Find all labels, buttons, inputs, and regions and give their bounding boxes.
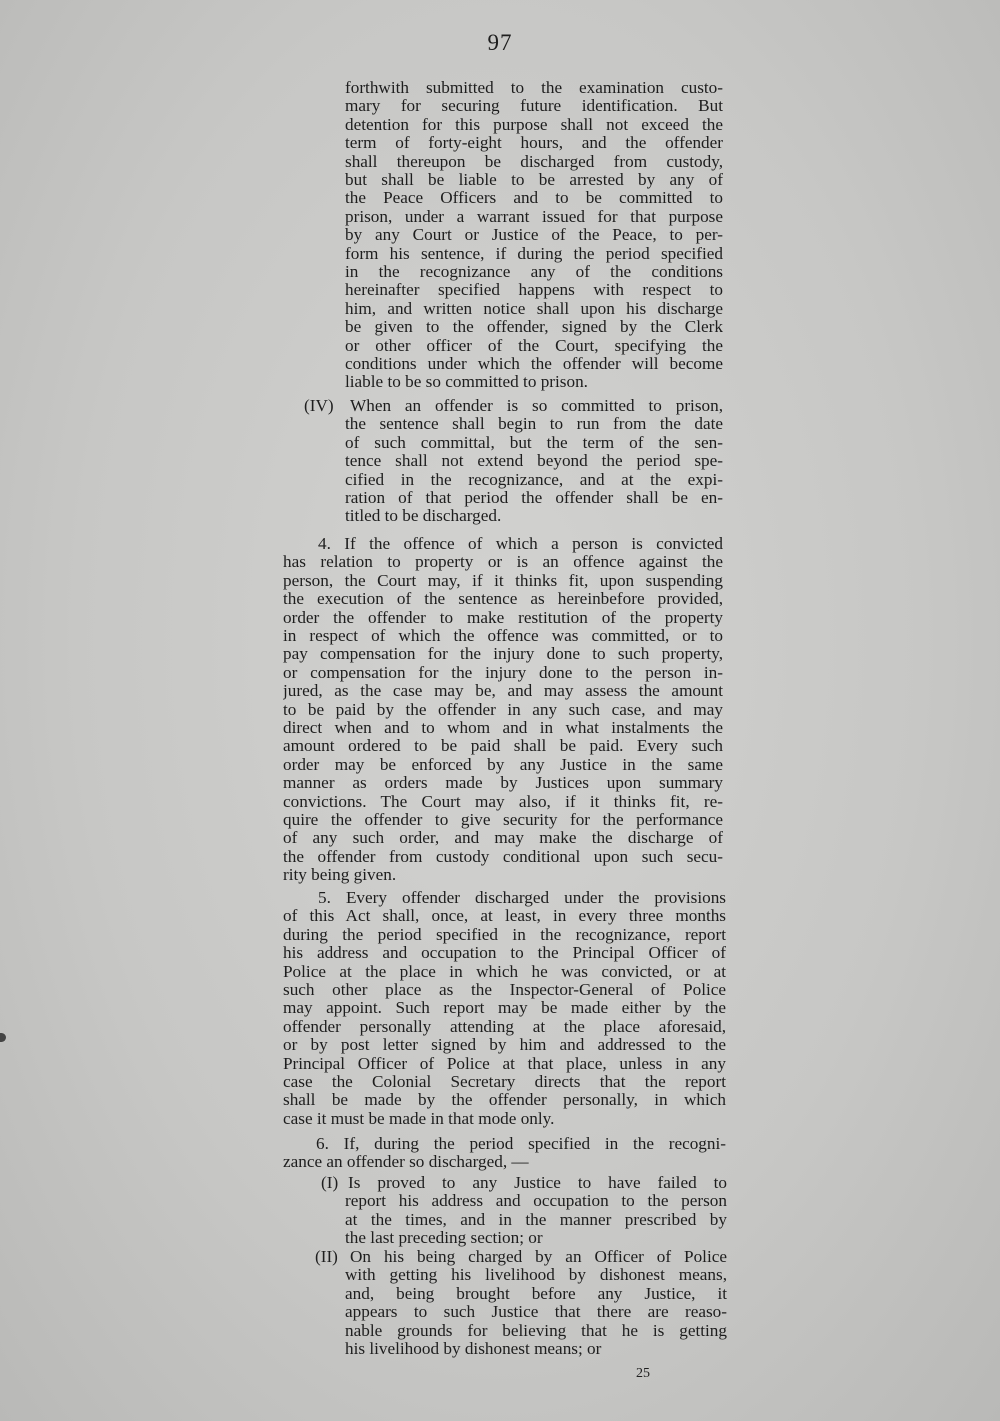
text-line: pay compensation for the injury done to such property, <box>283 644 723 664</box>
text-line: tence shall not extend beyond the period spe- <box>345 451 723 471</box>
text-line: during the period specified in the recognizance, report <box>283 924 726 944</box>
text-line: 4. If the offence of which a person is convicted <box>318 534 723 553</box>
text-line: or other officer of the Court, specifying the <box>345 335 723 355</box>
text-line: be given to the offender, signed by the Clerk <box>345 317 723 337</box>
text-line: or by post letter signed by him and addressed to the <box>283 1035 726 1055</box>
text-line: the last preceding section; or <box>345 1228 543 1248</box>
text-line: order the offender to make restitution of the property <box>283 607 723 627</box>
text-line: his address and occupation to the Principal Officer of <box>283 943 726 963</box>
text-line: term of forty-eight hours, and the offender <box>345 133 723 153</box>
text-line: titled to be discharged. <box>345 506 502 526</box>
text-line: quire the offender to give security for the performance <box>283 810 723 829</box>
text-line: Police at the place in which he was convicted, or at <box>283 961 726 981</box>
text-line: the execution of the sentence as hereinbefore provided, <box>283 589 723 609</box>
text-line: nable grounds for believing that he is getting <box>345 1320 727 1340</box>
text-line: his livelihood by dishonest means; or <box>345 1339 602 1358</box>
subsection-marker-6-ii: (II) <box>315 1247 338 1266</box>
text-line: him, and written notice shall upon his discharge <box>345 298 723 318</box>
text-line: in the recognizance any of the conditions <box>345 262 723 281</box>
text-line: report his address and occupation to the person <box>345 1191 727 1211</box>
text-line: has relation to property or is an offence against the <box>283 552 723 572</box>
text-line: of such committal, but the term of the sen- <box>345 432 723 452</box>
text-line: of any such order, and may make the discharge of <box>283 828 723 848</box>
text-line: On his being charged by an Officer of Police <box>350 1247 727 1266</box>
page-number: 97 <box>487 30 513 55</box>
text-line: of this Act shall, once, at least, in every three months <box>283 906 726 926</box>
text-line: by any Court or Justice of the Peace, to per- <box>345 225 723 245</box>
text-line: appears to such Justice that there are reaso- <box>345 1302 727 1322</box>
text-line: form his sentence, if during the period specified <box>345 243 723 263</box>
text-line: Principal Officer of Police at that place, unless in any <box>283 1053 726 1073</box>
text-line: order may be enforced by any Justice in the same <box>283 754 723 774</box>
text-line: shall thereupon be discharged from custody, <box>345 151 723 171</box>
text-line: convictions. The Court may also, if it thinks fit, re- <box>283 791 723 811</box>
text-line: or compensation for the injury done to the person in- <box>283 662 723 682</box>
text-line: 6. If, during the period specified in the recogni- <box>316 1134 726 1153</box>
text-line: the offender from custody conditional upon such secu- <box>283 846 723 866</box>
text-line: liable to be so committed to prison. <box>345 372 588 392</box>
text-line: at the times, and in the manner prescribed by <box>345 1209 727 1229</box>
text-line: amount ordered to be paid shall be paid. Every such <box>283 736 723 756</box>
text-line: and, being brought before any Justice, it <box>345 1283 727 1303</box>
text-line: mary for securing future identification. But <box>345 96 723 116</box>
text-line: to be paid by the offender in any such case, and may <box>283 699 723 719</box>
text-line: may appoint. Such report may be made either by the <box>283 998 726 1018</box>
page-edge-tab <box>0 1033 6 1042</box>
text-line: hereinafter specified happens with respect to <box>345 280 723 300</box>
text-line: detention for this purpose shall not exceed the <box>345 114 723 134</box>
text-line: 5. Every offender discharged under the provisions <box>318 888 726 907</box>
text-line: but shall be liable to be arrested by any of <box>345 170 723 189</box>
text-line: rity being given. <box>283 865 397 885</box>
text-line: offender personally attending at the place aforesaid, <box>283 1016 726 1036</box>
text-line: shall be made by the offender personally, in which <box>283 1090 726 1110</box>
text-line: jured, as the case may be, and may assess the amount <box>283 681 723 701</box>
text-line: When an offender is so committed to prison, <box>350 396 723 415</box>
text-line: forthwith submitted to the examination custo- <box>345 78 723 97</box>
text-line: case it must be made in that mode only. <box>283 1108 555 1128</box>
text-line: the sentence shall begin to run from the date <box>345 414 723 434</box>
text-line: prison, under a warrant issued for that purpose <box>345 206 723 226</box>
text-line: person, the Court may, if it thinks fit, upon suspending <box>283 570 723 590</box>
text-line: Is proved to any Justice to have failed to <box>348 1173 727 1192</box>
text-line: such other place as the Inspector-General of Police <box>283 980 726 999</box>
subsection-marker-iv: (IV) <box>304 396 334 415</box>
text-line: direct when and to whom and in what instalments the <box>283 718 723 737</box>
text-line: conditions under which the offender will become <box>345 354 723 373</box>
text-line: zance an offender so discharged, — <box>283 1152 529 1172</box>
text-line: in respect of which the offence was committed, or to <box>283 626 723 645</box>
subsection-marker-6-i: (I) <box>321 1173 339 1192</box>
text-line: cified in the recognizance, and at the expi- <box>345 469 723 489</box>
text-line: with getting his livelihood by dishonest means, <box>345 1265 727 1285</box>
text-line: the Peace Officers and to be committed to <box>345 188 723 208</box>
text-line: ration of that period the offender shall be en- <box>345 488 723 507</box>
text-line: manner as orders made by Justices upon summary <box>283 773 723 793</box>
printer-signature-mark: 25 <box>636 1366 650 1381</box>
text-line: case the Colonial Secretary directs that the report <box>283 1072 726 1091</box>
